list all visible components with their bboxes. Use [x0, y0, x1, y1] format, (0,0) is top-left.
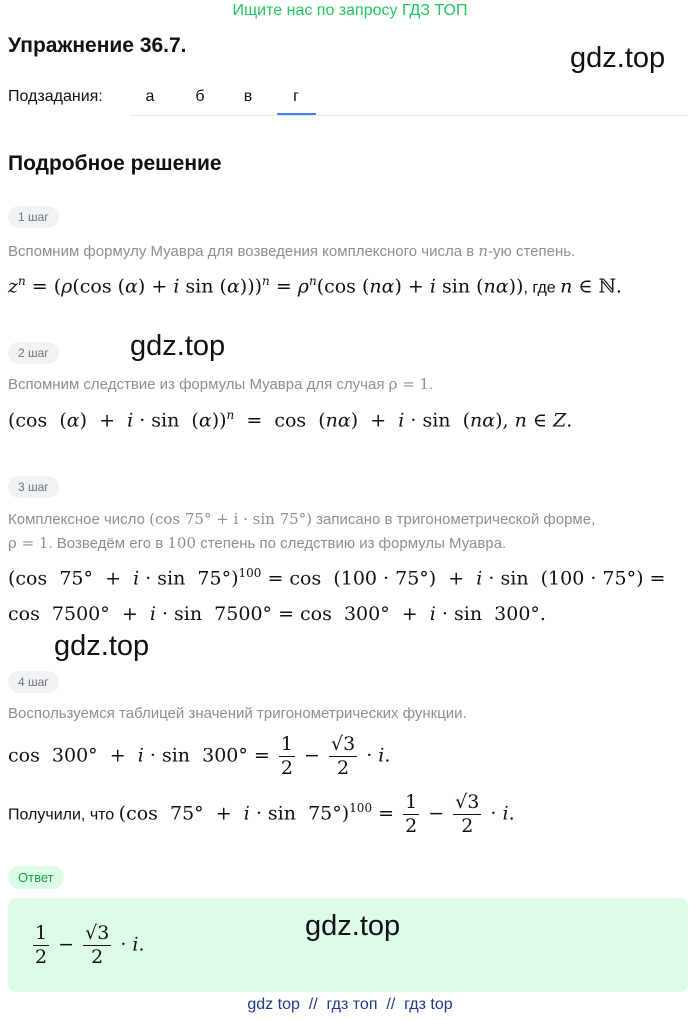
- answer-badge: Ответ: [8, 866, 64, 889]
- tab-v[interactable]: в: [243, 88, 253, 105]
- formula-power-line2: cos 7500° + i · sin 7500° = cos 300° + i · sin 300°.: [8, 603, 546, 625]
- formula-corollary: (cos (α) + i · sin (α))$^n$ = cos (nα) + i · sin (nα), n ∈ Z.: [8, 408, 573, 432]
- tab-active-indicator: [277, 113, 316, 115]
- step-badge: 4 шаг: [8, 671, 59, 693]
- subtasks-label: Подзадания:: [8, 88, 103, 105]
- tab-a[interactable]: а: [145, 88, 155, 105]
- watermark: gdz.top: [54, 630, 150, 662]
- section-title: Подробное решение: [8, 152, 222, 175]
- formula-result: Получили, что (cos 75° + i · sin 75°)$^{100}$ = $\frac{1}{2}$ − $\frac{√3}{2}$ · i.: [8, 791, 515, 837]
- step-text: Вспомним следствие из формулы Муавра для случая ρ = 1.: [8, 375, 434, 393]
- formula-power-line1: (cos 75° + i · sin 75°)$^{100}$ = cos (100 · 75°) + i · sin (100 · 75°) =: [8, 566, 666, 590]
- watermark: gdz.top: [130, 330, 226, 362]
- tab-g[interactable]: г: [293, 88, 299, 105]
- answer-formula: $\frac{1}{2}$ − $\frac{√3}{2}$ · i.: [35, 922, 145, 968]
- formula-table-value: cos 300° + i · sin 300° = $\frac{1}{2}$ − $\frac{√3}{2}$ · i.: [8, 733, 391, 779]
- step-badge: 2 шаг: [8, 342, 59, 364]
- watermark: gdz.top: [305, 910, 401, 942]
- step-text: Воспользуемся таблицей значений тригонометрических функции.: [8, 705, 467, 722]
- step-badge: 3 шаг: [8, 476, 59, 498]
- watermark: gdz.top: [570, 42, 666, 74]
- tabs-divider: [130, 115, 688, 116]
- footer-links[interactable]: gdz top // гдз топ // гдз top: [247, 996, 453, 1013]
- formula-moivre: $z^n = (\rho(\cos$ (α) + i $\sin (\alpha)))^n = \rho^n(\cos$ (nα) + i sin (nα)), где n ∈ ℕ.: [8, 274, 622, 298]
- page-title: Упражнение 36.7.: [8, 34, 187, 57]
- step-text-line2: ρ = 1. Возведём его в 100 степень по следствию из формулы Муавра.: [8, 534, 507, 552]
- step-text: Комплексное число (cos 75° + i · sin 75°) записано в тригонометрической форме,: [8, 510, 596, 528]
- tab-b[interactable]: б: [195, 88, 205, 105]
- search-hint-link[interactable]: Ищите нас по запросу ГДЗ ТОП: [232, 2, 468, 19]
- step-badge: 1 шаг: [8, 206, 59, 228]
- step-text: Вспомним формулу Муавра для возведения комплексного числа в n-ую степень.: [8, 242, 576, 260]
